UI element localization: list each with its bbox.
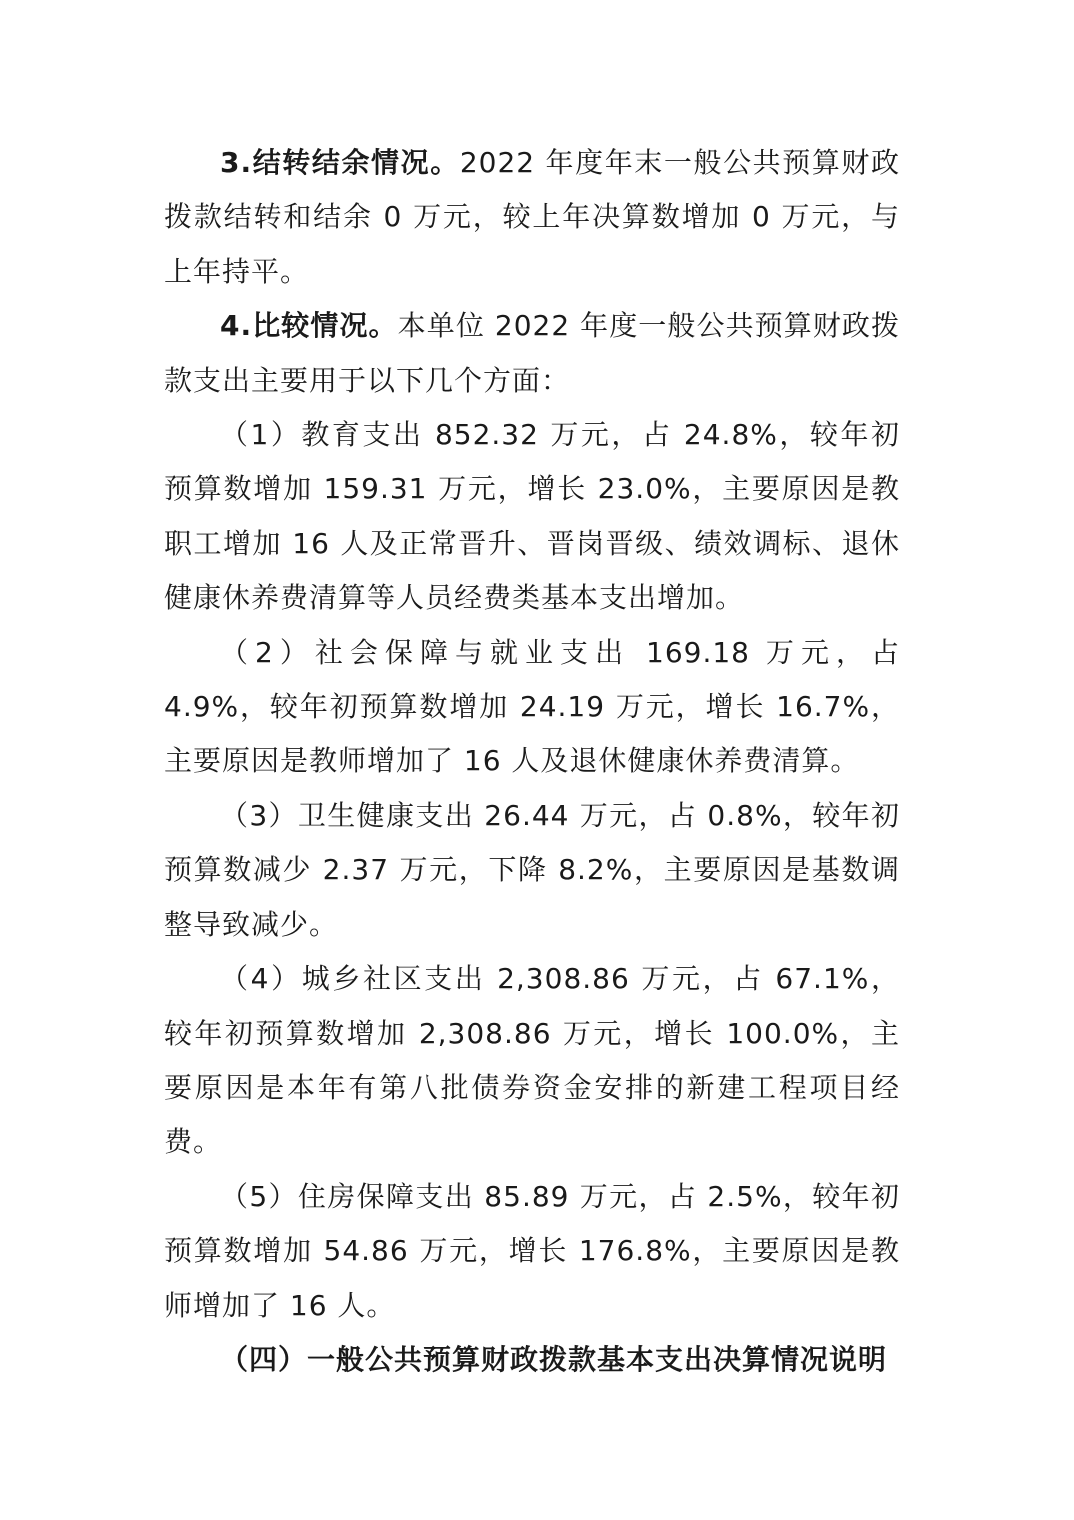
document-body [164, 136, 900, 1387]
paragraph-lead: 3.结转结余情况。 [220, 146, 460, 179]
list-item-health: （3）卫生健康支出 26.44 万元，占 0.8%，较年初预算数减少 2.37 万元，下降 8.2%，主要原因是基数调整导致减少。 [164, 798, 900, 941]
paragraph-lead: 4.比较情况。 [220, 309, 398, 343]
list-item-housing: （5）住房保障支出 85.89 万元，占 2.5%，较年初预算数增加 54.86 万元，增长 176.8%，主要原因是教师增加了 16 人。 [164, 1179, 900, 1322]
section-heading: （四）一般公共预算财政拨款基本支出决算情况说明 [220, 1342, 888, 1376]
list-item-urban-rural: （4）城乡社区支出 2,308.86 万元，占 67.1%，较年初预算数增加 2,308.86 万元，增长 100.0%，主要原因是本年有第八批债券资金安排的新建工程项目经费。 [164, 962, 900, 1159]
list-item-social-security: （2）社会保障与就业支出 169.18 万元，占 4.9%，较年初预算数增加 24.19 万元，增长 16.7%，主要原因是教师增加了 16 人及退休健康休养费清算。 [164, 635, 900, 778]
paragraph-comparison [164, 299, 900, 408]
list-item-education: （1）教育支出 852.32 万元，占 24.8%，较年初预算数增加 159.31 万元，增长 23.0%，主要原因是教职工增加 16 人及正常晋升、晋岗晋级、绩效调标、退休健康休养费清算等人员经费类基本支出增加。 [164, 418, 900, 615]
paragraph-text: 2022 年度年末一般公共预算财政拨款结转和结余 0 万元，较上年决算数增加 0 万元，与上年持平。 [164, 146, 900, 288]
paragraph-text: 本单位 2022 年度一般公共预算财政拨款支出主要用于以下几个方面： [164, 309, 900, 397]
paragraph-carryover-balance [164, 136, 900, 299]
